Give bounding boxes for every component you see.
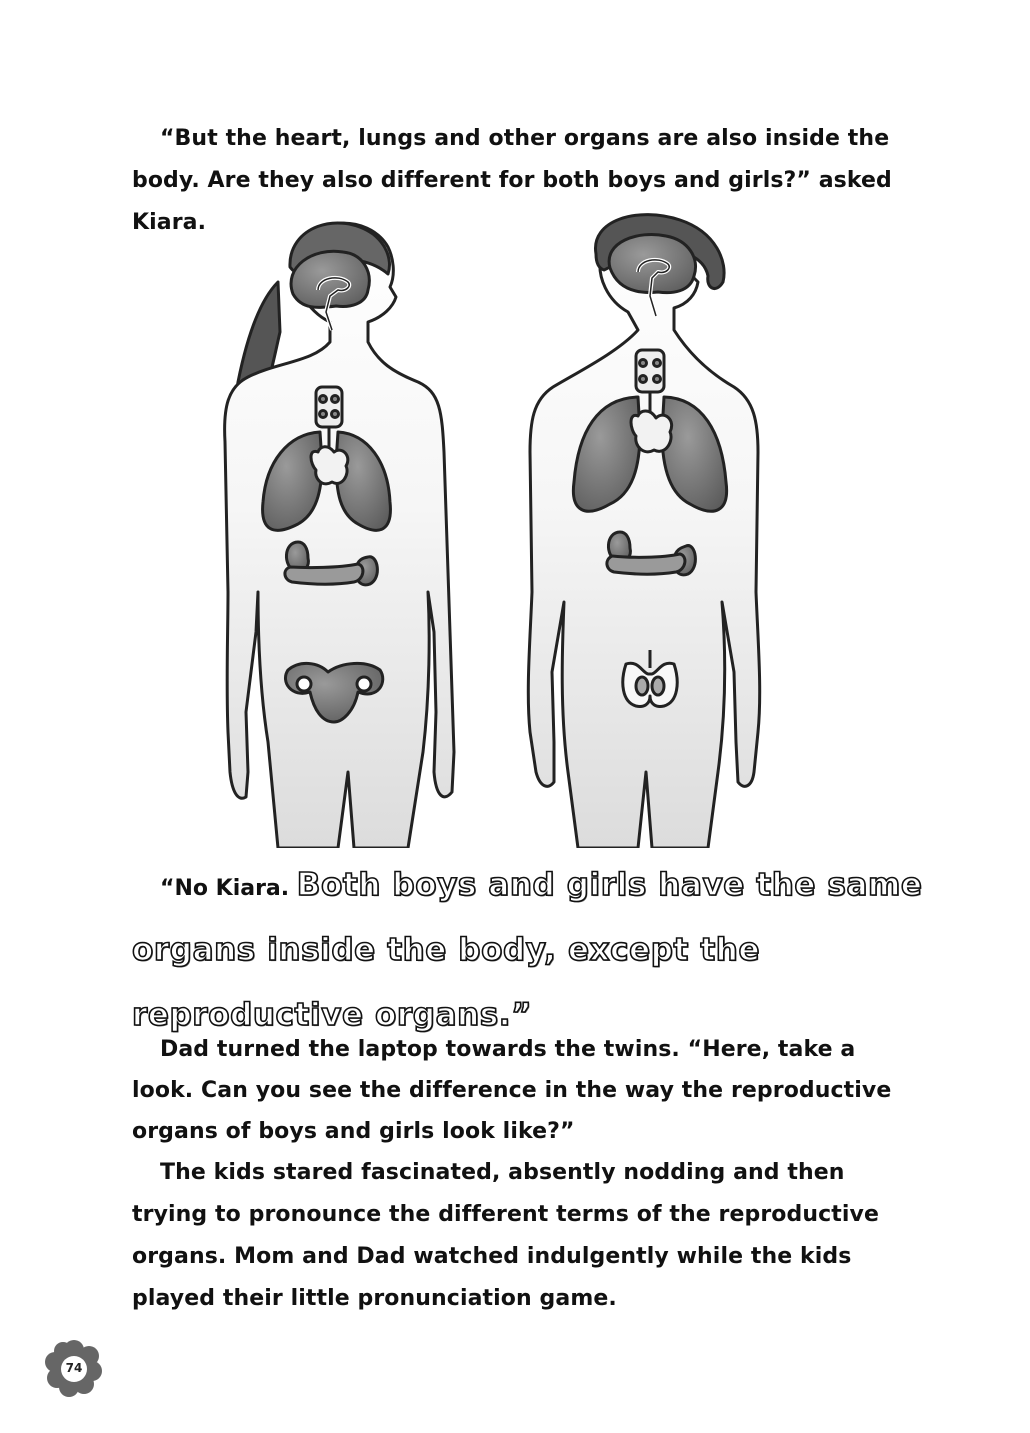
paragraph-lead-text: “No Kiara. [160,876,297,901]
paragraph-dad-laptop [132,1029,922,1152]
paragraph-no-kiara [132,855,932,1050]
paragraph-kids-pronunciation [132,1152,922,1320]
girl-body-icon [225,223,454,848]
emphasized-text: Both boys and girls have the same organs inside the body, except the reproductive organs.” [132,867,923,1033]
paragraph-text: The kids stared fascinated, absently nodding and then trying to pronounce the different terms of the reproductive organs. Mom and Dad watched indulgently while the kids played their little pronunciation game. [132,1160,879,1311]
paragraph-text: “But the heart, lungs and other organs are also inside the body. Are they also different for both boys and girls?” asked Kiara. [132,126,892,235]
page-number: 74 [65,1361,83,1375]
boy-body-icon [528,215,759,848]
paragraph-text: Dad turned the laptop towards the twins. “Here, take a look. Can you see the difference in the way the reproductive organs of boys and girls look like?” [132,1037,892,1144]
body-organs-illustration [218,212,818,848]
